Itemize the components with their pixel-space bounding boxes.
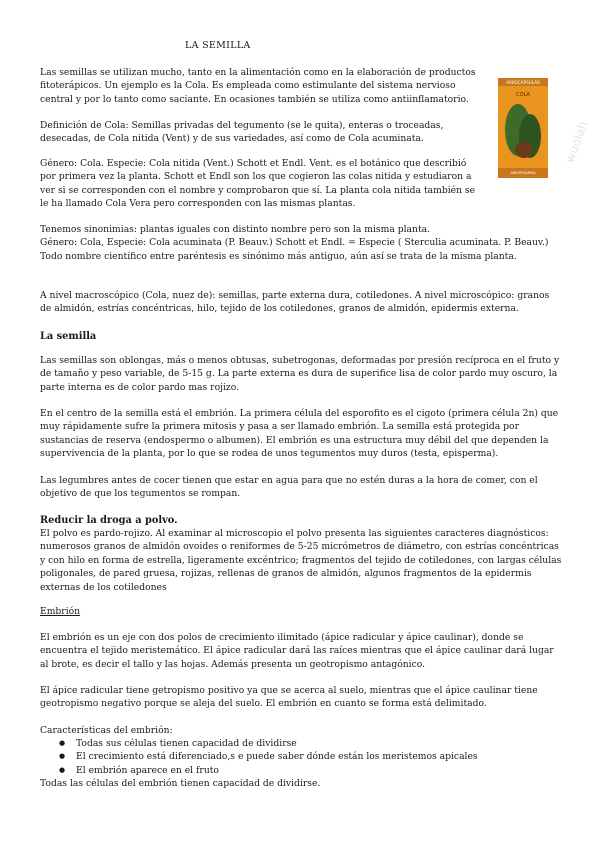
- page-title: LA SEMILLA: [185, 40, 251, 51]
- intro-paragraph-4: Tenemos sinonimias: plantas iguales con distinto nombre pero son la misma planta. Género: Cola, Especie: Cola acuminata (P. Beauv.) Schott et Endl. = Especie ( Sterculia acuminata. P. Beauv.) Todo nombre científico entre paréntesis es sinónimo más antiguo, aún así se trata de la misma planta.: [40, 224, 549, 262]
- embrion-features-title: Características del embrión:: [40, 725, 173, 736]
- semilla-paragraph-3: Las legumbres antes de cocer tienen que estar en agua para que no estén duras a la hora de comer, con el objetivo de que los tegumentos se rompan.: [40, 475, 538, 500]
- section-heading-embrion: Embrión: [40, 606, 81, 617]
- intro-paragraph-2: Definición de Cola: Semillas privadas del tegumento (se le quita), enteras o troceadas, desecadas, de Cola nitida (Vent) y de sus variedades, así como de Cola acuminata.: [40, 120, 444, 145]
- embrion-paragraph-2: El ápice radicular tiene getropismo positivo ya que se acerca al suelo, mientras que el ápice caulinar tiene geotropismo negativo porque se aleja del suelo. El embrión en cuanto se forma está delimitado.: [40, 685, 538, 710]
- intro-paragraph-3: Género: Cola. Especie: Cola nitida (Vent.) Schott et Endl. Vent. es el botánico que describió por primera vez la planta. Schott et Endl son los que cogieron las colas nitida y estudiaron a ver si se corresponden con el nombre y comprobaron que sí. La planta cola nitida también se le ha llamado Cola Vera pero corresponden con las mismas plantas.: [40, 158, 476, 210]
- embrion-paragraph-1: El embrión es un eje con dos polos de crecimiento ilimitado (ápice radicular y ápice caulinar), donde se encuentra el tejido meristemático. El ápice radicular dará las raíces mientras que el ápice caulinar dará lugar al brote, es decir el tallo y las hojas. Además presenta un geotropismo antagónico.: [40, 632, 554, 670]
- cola-product-image: [498, 78, 548, 178]
- semilla-paragraph-2: En el centro de la semilla está el embrión. La primera célula del esporofito es el cigoto (primera célula 2n) que muy rápidamente sufre la primera mitosis y pasa a ser llamado embrión. La semilla está protegida por sustancias de reserva (endospermo o albumen). El embrión es una estructura muy débil del que dependen la supervivencia de la planta, por lo que se rodea de unos tegumentos muy duros (testa, episperma).: [40, 408, 559, 460]
- embrion-features-list: [40, 737, 562, 777]
- list-item: ● El embrión aparece en el fruto: [76, 764, 562, 777]
- section-heading-semilla: La semilla: [40, 331, 97, 342]
- embrion-closing: Todas las células del embrión tienen capacidad de dividirse.: [40, 778, 321, 789]
- semilla-paragraph-1: Las semillas son oblongas, más o menos obtusas, subetrogonas, deformadas por presión recíproca en el fruto y de tamaño y peso variable, de 5-15 g. La parte externa es dura de superifice lisa de color pardo muy oscuro, la parte interna es de color pardo mas rojizo.: [40, 355, 560, 393]
- product-name: COLA: [516, 92, 530, 98]
- polvo-paragraph: El polvo es pardo-rojizo. Al examinar al microscopio el polvo presenta las siguientes caracteres diagnósticos: numerosos granos de almidón ovoides o reniformes de 5-25 micrómetros de diámetro, con estrías concéntricas y con hilo en forma de estrella, ligeramente excéntrico; fragmentos del tejido de cotiledones, con largas células poligonales, de pared gruesa, rojizas, rellenas de granos de almidón, algunos fragmentos de la epidermis externas de los cotiledones: [40, 528, 562, 593]
- intro-paragraph-5: A nivel macroscópico (Cola, nuez de): semillas, parte externa dura, cotiledones. A nivel microscópico: granos de almidón, estrías concéntricas, hilo, tejido de los cotiledones, granos de almidón, epidermis externa.: [40, 290, 550, 315]
- watermark: wuolah: [562, 119, 591, 165]
- section-heading-polvo: Reducir la droga a polvo.: [40, 515, 178, 526]
- list-item: ● El crecimiento está diferenciado,s e puede saber dónde están los meristemos apicales: [76, 750, 562, 763]
- list-item: ● Todas sus células tienen capacidad de dividirse: [76, 737, 562, 750]
- product-lab: ARKOPHARMA: [510, 171, 536, 175]
- intro-paragraph-1: Las semillas se utilizan mucho, tanto en la alimentación como en la elaboración de productos fitoterápicos. Un ejemplo es la Cola. Es empleada como estimulante del sistema nervioso central y por lo tanto como saciante. En ocasiones también se utiliza como antiinflamatorio.: [40, 67, 476, 105]
- product-brand: ARKOCAPSULAS: [506, 80, 540, 85]
